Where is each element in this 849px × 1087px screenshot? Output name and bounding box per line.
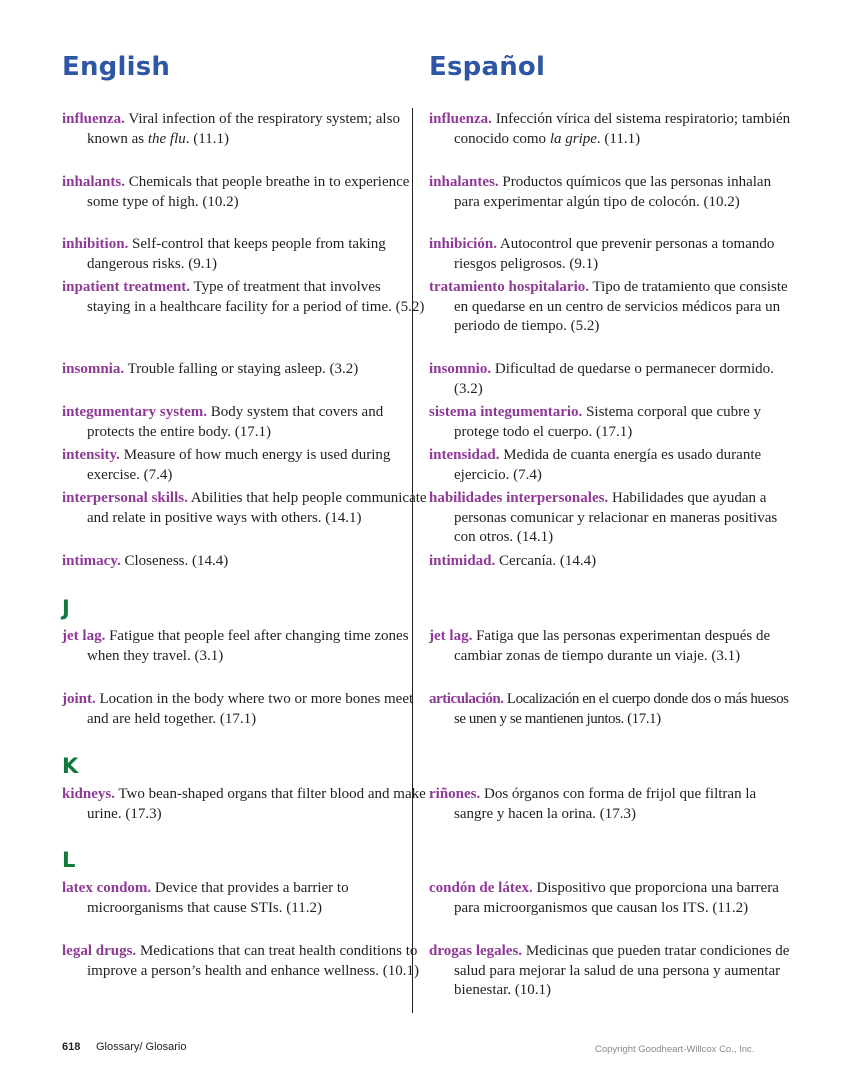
glossary-entry-es: intimidad. Cercanía. (14.4)	[429, 553, 597, 569]
entry-term: insomnia.	[62, 361, 125, 377]
glossary-entry-es: inhibición. Autocontrol que prevenir personas a tomando riesgos peligrosos. (9.1)	[429, 236, 775, 272]
entry-term: sistema integumentario.	[429, 404, 583, 420]
glossary-entry-es: intensidad. Medida de cuanta energía es usado durante ejercicio. (7.4)	[429, 447, 762, 483]
letter-heading-l: L	[62, 848, 76, 872]
entry-term: tratamiento hospitalario.	[429, 279, 589, 295]
glossary-entry-es: drogas legales. Medicinas que pueden tratar condiciones de salud para mejorar la salud de una persona y aumentar bienestar. (10.1)	[429, 943, 790, 998]
entry-term: intensidad.	[429, 447, 500, 463]
copyright: Copyright Goodheart-Willcox Co., Inc.	[595, 1044, 755, 1055]
glossary-entry-en: inpatient treatment. Type of treatment that involves staying in a healthcare facility for a period of time. (5.2)	[62, 279, 425, 315]
glossary-entry-en: insomnia. Trouble falling or staying asleep. (3.2)	[62, 361, 359, 377]
entry-term: inhalantes.	[429, 174, 499, 190]
entry-term: riñones.	[429, 786, 481, 802]
glossary-entry-es: inhalantes. Productos químicos que las personas inhalan para experimentar algún tipo de colocón. (10.2)	[429, 174, 772, 210]
glossary-entry-en: joint. Location in the body where two or more bones meet and are held together. (17.1)	[62, 691, 414, 727]
glossary-entry-en: inhalants. Chemicals that people breathe in to experience some type of high. (10.2)	[62, 174, 410, 210]
entry-term: condón de látex.	[429, 880, 533, 896]
entry-term: inpatient treatment.	[62, 279, 191, 295]
entry-term: jet lag.	[429, 628, 473, 644]
glossary-entry-en: intimacy. Closeness. (14.4)	[62, 553, 229, 569]
letter-heading-j: J	[62, 596, 70, 620]
glossary-entry-es: jet lag. Fatiga que las personas experimentan después de cambiar zonas de tiempo durante un viaje. (3.1)	[429, 628, 771, 664]
entry-term: latex condom.	[62, 880, 152, 896]
glossary-entry-en: inhibition. Self-control that keeps people from taking dangerous risks. (9.1)	[62, 236, 386, 272]
glossary-entry-es: articulación. Localización en el cuerpo donde dos o más huesos se unen y se mantienen juntos. (17.1)	[429, 691, 789, 727]
entry-term: inhibition.	[62, 236, 129, 252]
entry-term: influenza.	[429, 111, 492, 127]
glossary-entry-en: jet lag. Fatigue that people feel after changing time zones when they travel. (3.1)	[62, 628, 409, 664]
entry-term: joint.	[62, 691, 96, 707]
entry-term: legal drugs.	[62, 943, 137, 959]
entry-term: jet lag.	[62, 628, 106, 644]
glossary-entry-en: latex condom. Device that provides a barrier to microorganisms that cause STIs. (11.2)	[62, 880, 349, 916]
entry-term: drogas legales.	[429, 943, 523, 959]
glossary-entry-en: intensity. Measure of how much energy is used during exercise. (7.4)	[62, 447, 391, 483]
entry-term: insomnio.	[429, 361, 492, 377]
entry-term: interpersonal skills.	[62, 490, 188, 506]
glossary-entry-en: influenza. Viral infection of the respiratory system; also known as the flu. (11.1)	[62, 111, 400, 147]
spanish-heading: Español	[429, 52, 546, 82]
entry-term: inhibición.	[429, 236, 497, 252]
entry-term: intimidad.	[429, 553, 496, 569]
page-number: 618	[62, 1041, 81, 1053]
glossary-entry-es: riñones. Dos órganos con forma de frijol que filtran la sangre y hacen la orina. (17.3)	[429, 786, 757, 822]
entry-term: inhalants.	[62, 174, 125, 190]
glossary-entry-es: sistema integumentario. Sistema corporal que cubre y protege todo el cuerpo. (17.1)	[429, 404, 762, 440]
glossary-entry-en: kidneys. Two bean-shaped organs that filter blood and make urine. (17.3)	[62, 786, 426, 822]
glossary-entry-en: integumentary system. Body system that covers and protects the entire body. (17.1)	[62, 404, 384, 440]
entry-term: kidneys.	[62, 786, 115, 802]
glossary-entry-en: legal drugs. Medications that can treat health conditions to improve a person’s health and enhance wellness. (10.1)	[62, 943, 419, 979]
entry-term: influenza.	[62, 111, 125, 127]
entry-term: intimacy.	[62, 553, 121, 569]
entry-term: integumentary system.	[62, 404, 207, 420]
english-heading: English	[62, 52, 171, 82]
entry-term: habilidades interpersonales.	[429, 490, 609, 506]
letter-heading-k: K	[62, 754, 79, 778]
glossary-entry-en: interpersonal skills. Abilities that help people communicate and relate in positive ways with others. (14.1)	[62, 490, 427, 526]
glossary-entry-es: insomnio. Dificultad de quedarse o permanecer dormido. (3.2)	[429, 361, 774, 397]
entry-term: articulación.	[429, 691, 504, 707]
glossary-entry-es: habilidades interpersonales. Habilidades que ayudan a personas comunicar y relacionar en maneras positivas con otros. (14.1)	[429, 490, 778, 545]
glossary-entry-es: tratamiento hospitalario. Tipo de tratamiento que consiste en quedarse en un centro de servicios médicos para un periodo de tiempo. (5.2)	[429, 279, 788, 334]
glossary-entry-es: influenza. Infección vírica del sistema respiratorio; también conocido como la gripe. (11.1)	[429, 111, 791, 147]
entry-term: intensity.	[62, 447, 120, 463]
section-label: Glossary/ Glosario	[96, 1041, 187, 1053]
glossary-entry-es: condón de látex. Dispositivo que proporciona una barrera para microorganismos que causan los ITS. (11.2)	[429, 880, 779, 916]
